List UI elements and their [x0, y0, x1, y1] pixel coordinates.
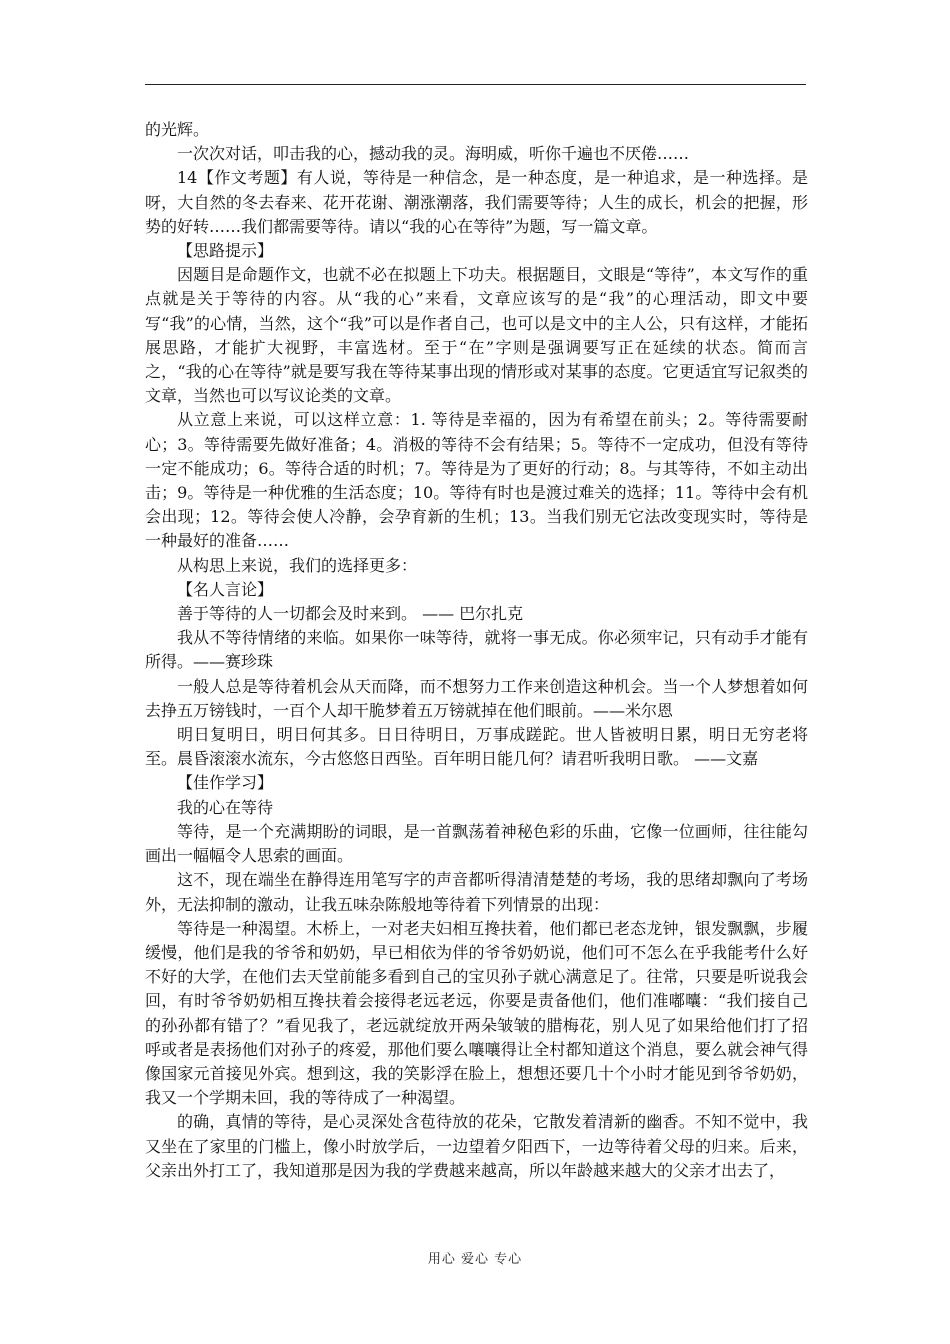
paragraph: 等待是一种渴望。木桥上，一对老夫妇相互搀扶着，他们都已老态龙钟，银发飘飘，步履缓慢，他们是我的爷爷和奶奶，早已相依为伴的爷爷奶奶说，他们可不怎么在乎我能考什么好不好的大学，在他们去天堂前能多看到自己的宝贝孙子就心满意足了。往常，只要是听说我会回，有时爷爷奶奶相互搀扶着会接得老远老远，你要是责备他们，他们准嘟囔：“我们接自己的孙孙都有错了？”看见我了，老远就绽放开两朵皱皱的腊梅花，别人见了如果给他们打了招呼或者是表扬他们对孙子的疼爱，那他们要么嚷嚷得让全村都知道这个消息，要么就会神气得像国家元首接见外宾。想到这，我的笑影浮在脸上，想想还要几十个小时才能见到爷爷奶奶，我又一个学期未回，我的等待成了一种渴望。 — [145, 918, 808, 1108]
quote: 明日复明日，明日何其多。日日待明日，万事成蹉跎。世人皆被明日累，明日无穷老将至。晨昏滚滚水流东，今古悠悠日西坠。百年明日能几何？请君听我明日歌。 ——文嘉 — [145, 725, 808, 769]
section-heading-quotes: 【名人言论】 — [177, 579, 274, 599]
paragraph: 一次次对话，叩击我的心，撼动我的灵。海明威，听你千遍也不厌倦…… — [177, 144, 690, 164]
paragraph: 从构思上来说，我们的选择更多： — [177, 555, 418, 575]
paragraph: 等待，是一个充满期盼的词眼，是一首飘荡着神秘色彩的乐曲，它像一位画师，往往能勾画出一幅幅令人思索的画面。 — [145, 821, 808, 866]
paragraph: 因题目是命题作文，也就不必在拟题上下功夫。根据题目，文眼是“等待”，本文写作的重点就是关于等待的内容。从“我的心”来看，文章应该写的是“我”的心理活动，即文中要写“我”的心情，当然，这个“我”可以是作者自己，也可以是文中的主人公，只有这样，才能拓展思路，才能扩大视野，丰富选材。至于“在”字则是强调要写正在延续的状态。简而言之，“我的心在等待”就是要写我在等待某事出现的情形或对某事的态度。它更适宜写记叙类的文章，当然也可以写议论类的文章。 — [145, 265, 808, 406]
paragraph: 的光辉。 — [145, 120, 210, 139]
document-body — [145, 118, 808, 1183]
page-footer: 用心 爱心 专心 — [427, 1252, 523, 1267]
paragraph: 从立意上来说，可以这样立意：1. 等待是幸福的，因为有希望在前头；2。等待需要耐心；3。等待需要先做好准备；4。消极的等待不会有结果；5。等待不一定成功，但没有等待一定不能成功；6。等待合适的时机；7。等待是为了更好的行动；8。与其等待，不如主动出击；9。等待是一种优雅的生活态度；10。等待有时也是渡过难关的选择；11。等待中会有机会出现；12。等待会使人冷静，会孕育新的生机；13。当我们别无它法改变现实时，等待是一种最好的准备…… — [145, 410, 808, 551]
quote: 我从不等待情绪的来临。如果你一味等待，就将一事无成。你必须牢记，只有动手才能有所得。——赛珍珠 — [145, 628, 808, 672]
quote: 善于等待的人一切都会及时来到。 —— 巴尔扎克 — [177, 604, 524, 624]
essay-prompt-paragraph: 14【作文考题】有人说，等待是一种信念，是一种态度，是一种追求，是一种选择。是呀，大自然的冬去春来、花开花谢、潮涨潮落，我们需要等待；人生的成长，机会的把握，形势的好转……我们都需要等待。请以“我的心在等待”为题，写一篇文章。 — [145, 168, 808, 236]
paragraph: 的确，真情的等待，是心灵深处含苞待放的花朵，它散发着清新的幽香。不知不觉中，我又坐在了家里的门槛上，像小时放学后，一边望着夕阳西下，一边等待着父母的归来。后来，父亲出外打工了，我知道那是因为我的学费越来越高，所以年龄越来越大的父亲才出去了， — [145, 1112, 808, 1180]
section-heading-hints: 【思路提示】 — [177, 241, 274, 261]
section-heading-sample: 【佳作学习】 — [177, 773, 274, 793]
quote: 一般人总是等待着机会从天而降，而不想努力工作来创造这种机会。当一个人梦想着如何去挣五万镑钱时，一百个人却干脆梦着五万镑就掉在他们眼前。——米尔恩 — [145, 676, 808, 720]
essay-title: 我的心在等待 — [177, 797, 274, 817]
header-rule — [145, 84, 806, 85]
paragraph: 这不，现在端坐在静得连用笔写字的声音都听得清清楚楚的考场，我的思绪却飘向了考场外，无法抑制的激动，让我五味杂陈般地等待着下列情景的出现： — [145, 870, 808, 914]
